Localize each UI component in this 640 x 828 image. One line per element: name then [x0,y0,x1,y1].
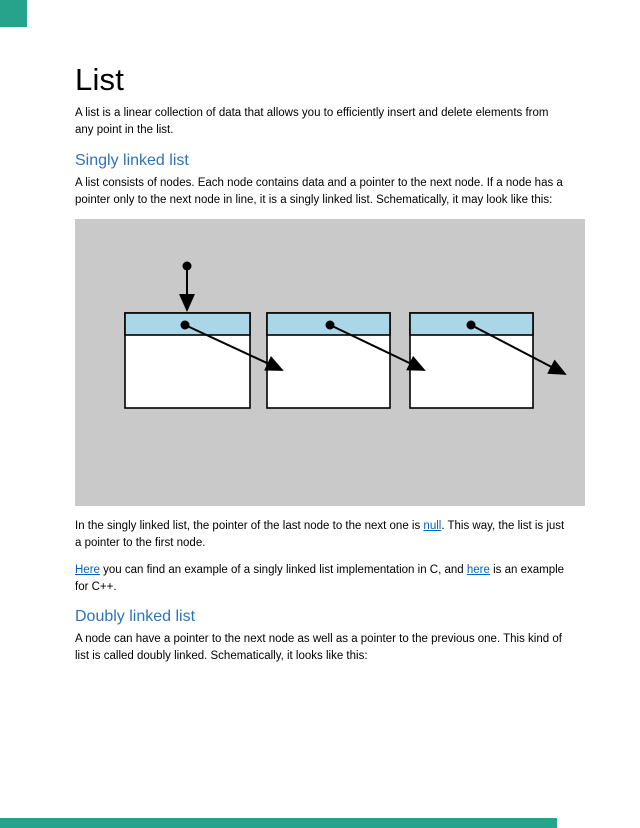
intro-paragraph: A list is a linear collection of data that allows you to efficiently insert and delete elements from any point in the list. [75,107,549,137]
doubly-paragraph-1: A node can have a pointer to the next node as well as a pointer to the previous one. This kind of list is called doubly linked. Schematically, it looks like this: [75,633,562,663]
background-bottom-strip [0,818,557,828]
text-run: . This way, the list is just a pointer to the first node. [75,520,565,550]
text-run: is an example for C++. [75,563,565,593]
c-example-link[interactable]: Here [75,563,100,576]
text-run: you can find an example of a singly linked list implementation in C, and [99,563,467,576]
background-top-left-corner [0,0,27,27]
document-title: List [75,62,125,97]
singly-paragraph-1: A list consists of nodes. Each node contains data and a pointer to the next node. If a node has a pointer only to the next node in line, it is a singly linked list. Schematically, it may look like this: [75,176,563,206]
head-pointer-dot [183,262,192,271]
linked-list-diagram-svg [75,219,585,506]
text-run: In the singly linked list, the pointer of the last node to the next one is [75,520,424,532]
cpp-example-link[interactable]: here [466,563,490,576]
section-heading-doubly: Doubly linked list [75,608,196,625]
singly-paragraph-3 [75,562,565,597]
section-heading-singly: Singly linked list [75,151,189,169]
null-link[interactable]: null [423,520,442,532]
singly-paragraph-2 [75,518,565,553]
singly-linked-list-diagram [75,219,585,506]
